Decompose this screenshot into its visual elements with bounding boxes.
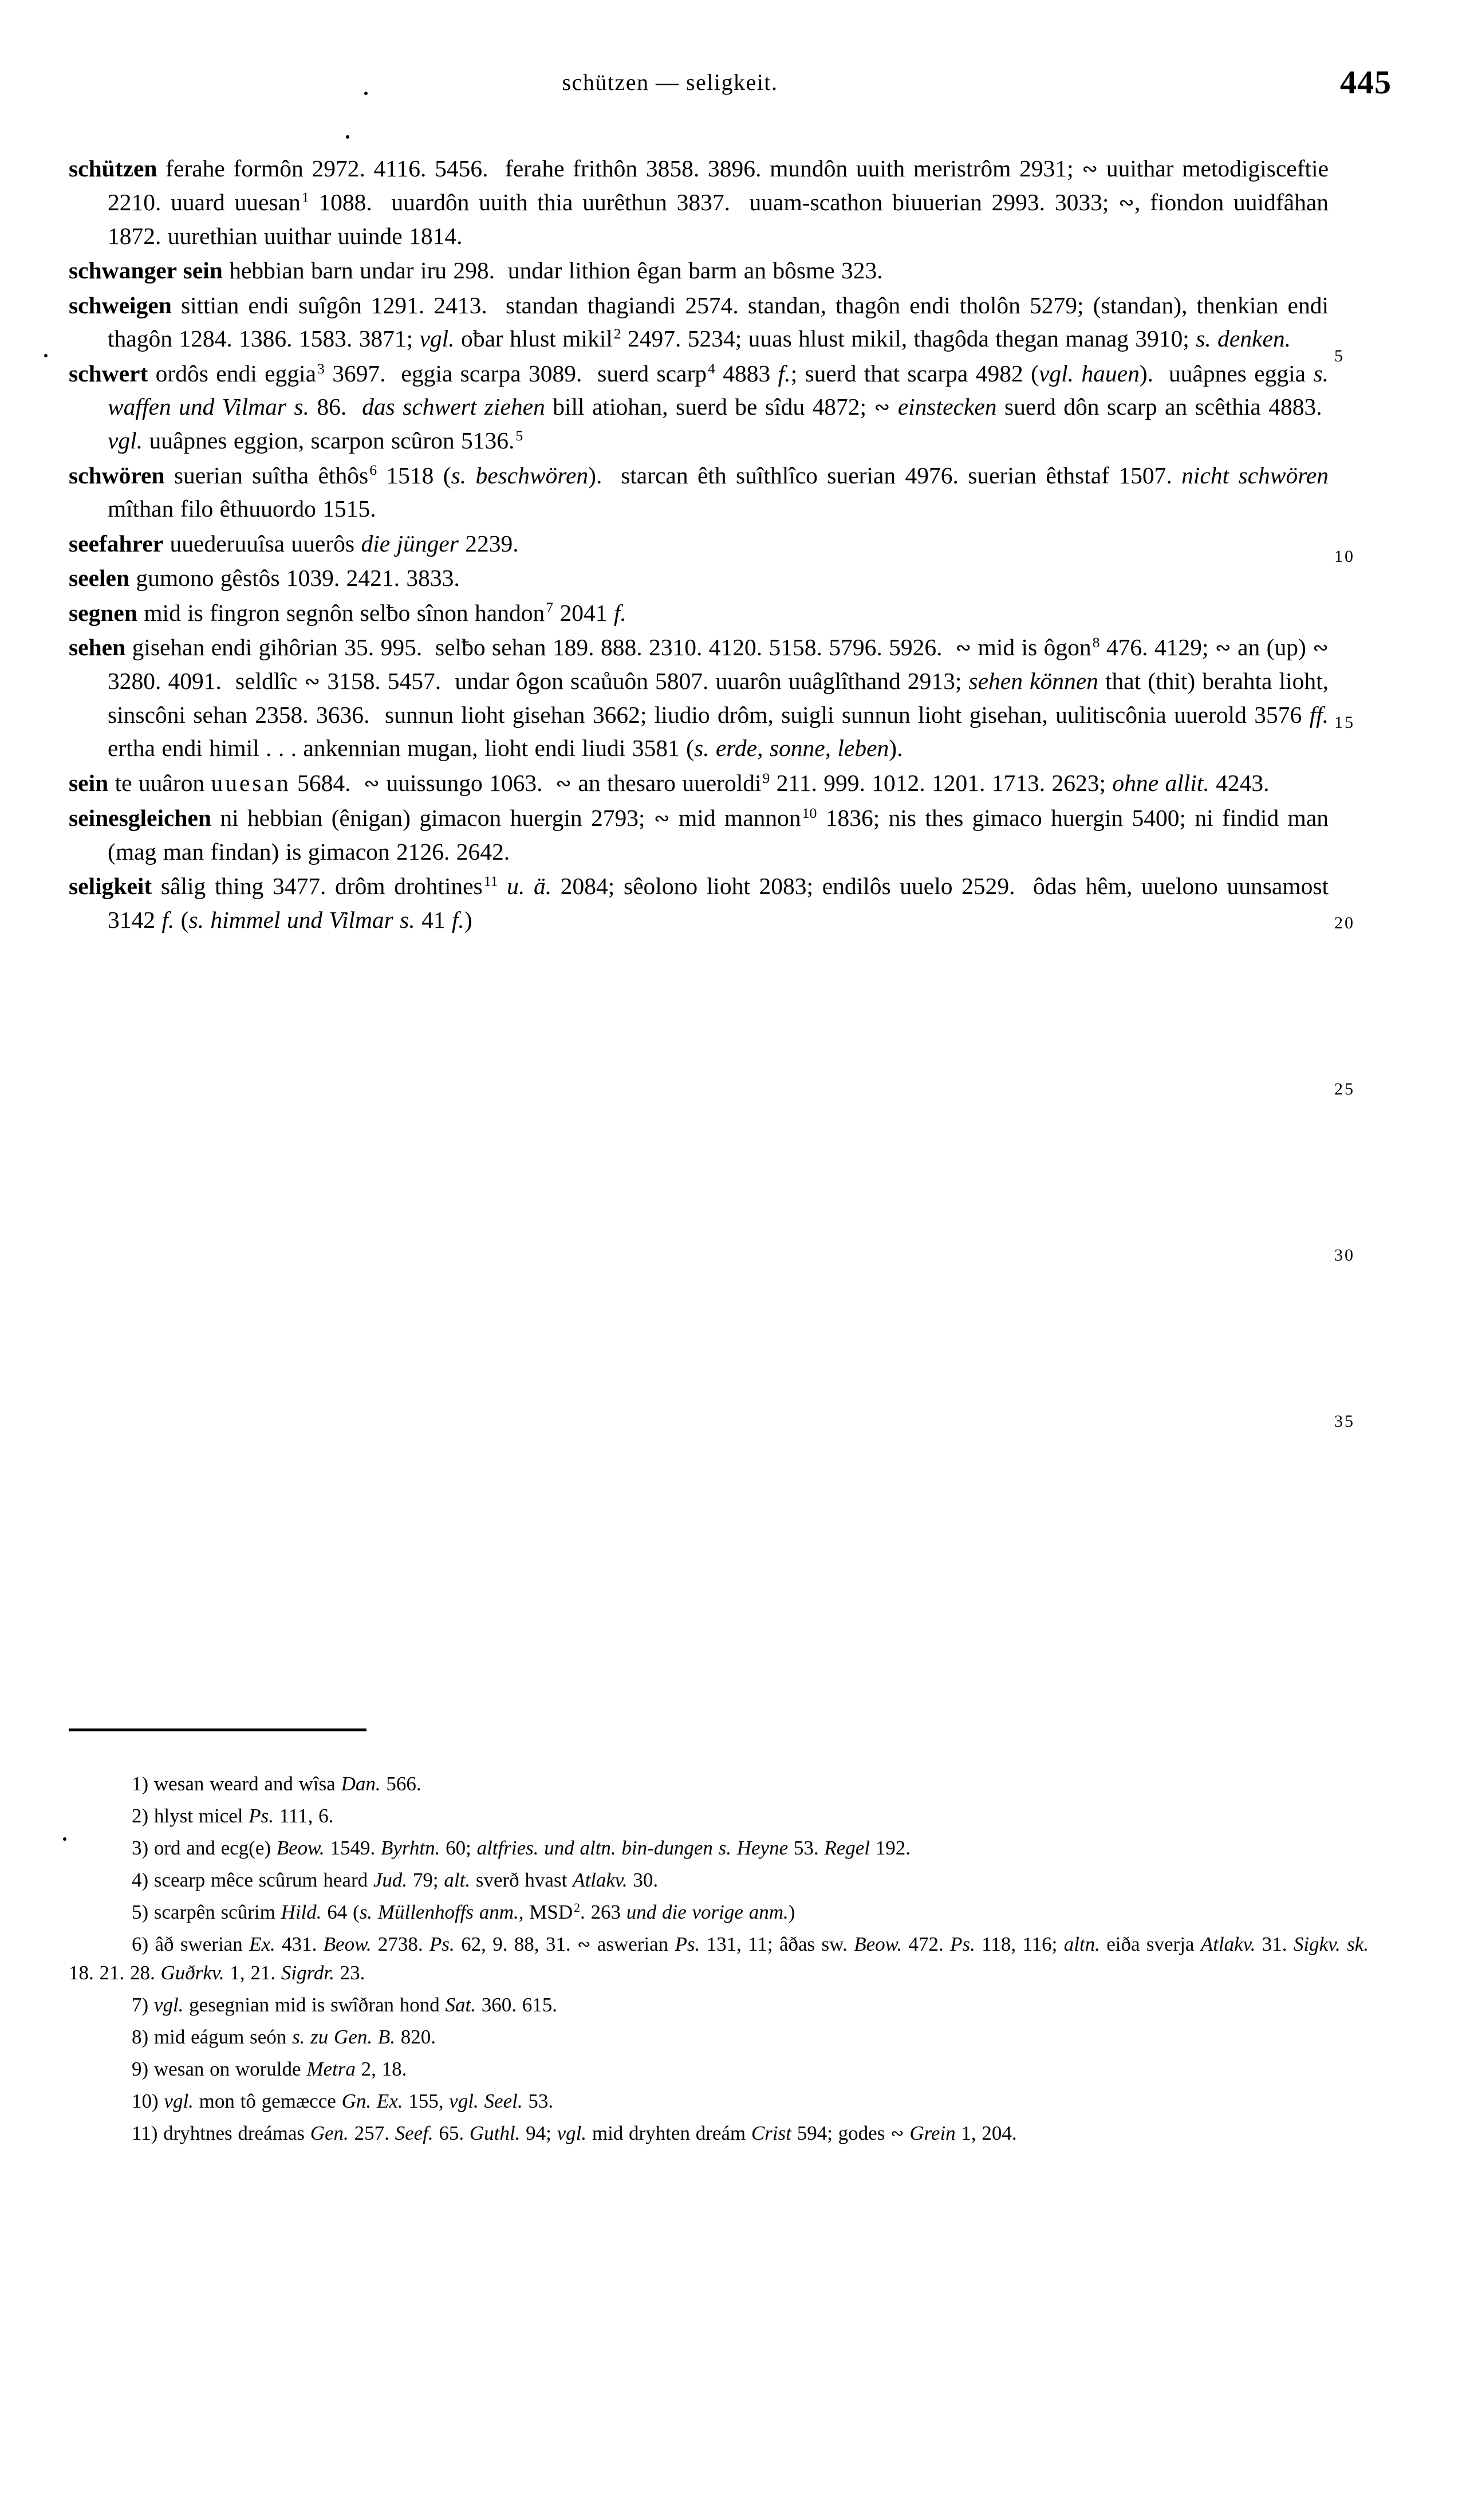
running-head [69,64,1397,109]
footnote-marker: 7) [132,1994,149,2017]
dictionary-entry: sein te uuâron uuesan 5684. ∾ uuissungo 1063. ∾ an thesaro uueroldi$^9$ 211. 999. 1012. 1201. 1713. 2623; ohne allit. 4243. [69,769,1270,796]
entry-headword: seligkeit [69,873,152,900]
entry-headword: seelen [69,565,130,592]
page-number: 445 [1340,64,1392,101]
footnote-marker: 4) [132,1869,149,1891]
dictionary-entry: seelen gumono gêstôs 1039. 2421. 3833. [69,565,460,592]
entry-headword: sehen [69,634,126,661]
line-number: 30 [1334,1246,1355,1265]
entry-column [69,152,1329,938]
dictionary-entry: schweigen sittian endi suîgôn 1291. 2413. standan thagiandi 2574. standan, thagôn endi tholôn 5279; (standan), thenkian endi thagôn 1284. 1386. 1583. 3871; vgl. oƀar hlust mikil$^2$ 2497. 5234; uuas hlust mikil, thagôda thegan manag 3910; s. denken. [69,292,1329,352]
entry-headword: seinesgleichen [69,804,211,831]
dictionary-entry: schwören suerian suîtha êthôs$^6$ 1518 (s. beschwören). starcan êth suîthlîco suerian 4976. suerian êthstaf 1507. nicht schwören mîthan filo êthuuordo 1515. [69,462,1329,522]
entry-headword: schwert [69,360,148,387]
footnote-marker: 8) [132,2026,149,2049]
footnote-separator-rule [69,1728,366,1731]
entry-headword: segnen [69,599,137,626]
entry-headword: schwören [69,462,165,489]
dictionary-entry: seinesgleichen ni hebbian (ênigan) gimacon huergin 2793; ∾ mid mannon$^{10}$ 1836; nis thes gimaco huergin 5400; ni findid man (mag man findan) is gimacon 2126. 2642. [69,804,1329,865]
footnote: 10) vgl. mon tô gemæcce Gn. Ex. 155, vgl. Seel. 53. [132,2090,554,2113]
footnote-marker: 5) [132,1901,149,1923]
entry-headword: seefahrer [69,530,164,557]
scan-speck [63,1837,66,1841]
scan-speck [44,354,48,357]
footnote: 2) hlyst micel Ps. 111, 6. [132,1805,334,1827]
running-head-title: schützen — seligkeit. [562,69,778,95]
footnote-marker: 9) [132,2058,149,2081]
footnote: 7) vgl. gesegnian mid is swîðran hond Sat. 360. 615. [132,1994,557,2017]
footnote: 3) ord and ecg(e) Beow. 1549. Byrhtn. 60; altfries. und altn. bin-dungen s. Heyne 53. Regel 192. [132,1837,911,1859]
dictionary-entry: seefahrer uuederuuîsa uuerôs die jünger 2239. [69,530,519,557]
footnote: 8) mid eágum seón s. zu Gen. B. 820. [132,2026,436,2049]
line-number: 20 [1334,914,1355,932]
footnote: 4) scearp mêce scûrum heard Jud. 79; alt. sverð hvast Atlakv. 30. [132,1869,659,1891]
entry-headword: schützen [69,155,157,182]
footnote: 6) âð swerian Ex. 431. Beow. 2738. Ps. 62, 9. 88, 31. ∾ aswerian Ps. 131, 11; âðas sw. Beow. 472. Ps. 118, 116; altn. eiða sverja Atlakv. 31. Sigkv. sk. 18. 21. 28. Guðrkv. 1, 21. Sigrdr. 23. [69,1933,1369,1984]
dictionary-entry: segnen mid is fingron segnôn selƀo sînon handon$^7$ 2041 f. [69,599,626,626]
footnote-marker: 10) [132,2090,159,2113]
scan-speck [346,135,349,139]
dictionary-entry: schwanger sein hebbian barn undar iru 298. undar lithion êgan barm an bôsme 323. [69,257,883,284]
footnote-marker: 6) [132,1933,149,1956]
scan-speck [364,92,368,95]
footnote-marker: 3) [132,1837,149,1859]
dictionary-entry: schwert ordôs endi eggia$^3$ 3697. eggia scarpa 3089. suerd scarp$^4$ 4883 f.; suerd that scarpa 4982 (vgl. hauen). uuâpnes eggia s. waffen und Vilmar s. 86. das schwert ziehen bill atiohan, suerd be sîdu 4872; ∾ einstecken suerd dôn scarp an scêthia 4883. vgl. uuâpnes eggion, scarpon scûron 5136.$^5$ [69,360,1329,454]
entry-headword: sein [69,769,109,796]
line-number: 35 [1334,1412,1355,1431]
dictionary-entry: schützen ferahe formôn 2972. 4116. 5456. ferahe frithôn 3858. 3896. mundôn uuith meristrôm 2931; ∾ uuithar metodigisceftie 2210. uuard uuesan$^1$ 1088. uuardôn uuith thia uurêthun 3837. uuam-scathon biuuerian 2993. 3033; ∾, fiondon uuidfâhan 1872. uurethian uuithar uuinde 1814. [69,155,1329,249]
footnote-marker: 11) [132,2122,158,2145]
footnote: 11) dryhtnes dreámas Gen. 257. Seef. 65. Guthl. 94; vgl. mid dryhten dreám Crist 594; godes ∾ Grein 1, 204. [132,2122,1017,2145]
footnote-marker: 1) [132,1773,149,1795]
footnote: 9) wesan on worulde Metra 2, 18. [132,2058,407,2081]
footnote: 5) scarpên scûrim Hild. 64 (s. Müllenhoffs anm., MSD$^2$. 263 und die vorige anm.) [132,1901,795,1923]
footnote-marker: 2) [132,1805,149,1827]
footnote: 1) wesan weard and wîsa Dan. 566. [132,1773,421,1795]
line-number: 10 [1334,547,1355,566]
line-number: 25 [1334,1080,1355,1098]
footnote-block [69,1770,1369,2151]
entry-headword: schwanger sein [69,257,223,284]
line-number: 5 [1334,346,1345,365]
line-number: 15 [1334,713,1355,732]
entry-headword: schweigen [69,292,172,318]
dictionary-entry: sehen gisehan endi gihôrian 35. 995. selƀo sehan 189. 888. 2310. 4120. 5158. 5796. 5926. ∾ mid is ôgon$^8$ 476. 4129; ∾ an (up) ∾ 3280. 4091. seldlîc ∾ 3158. 5457. undar ôgon scaůuôn 5807. uuarôn uuâglîthand 2913; sehen können that (thit) berahta lioht, sinscôni sehan 2358. 3636. sunnun lioht gisehan 3662; liudio drôm, suigli sunnun lioht gisehan, uulitiscônia uuerold 3576 ff. ertha endi himil . . . ankennian mugan, lioht endi liudi 3581 (s. erde, sonne, leben). [69,633,1329,762]
dictionary-entry: seligkeit sâlig thing 3477. drôm drohtines$^{11}$ u. ä. 2084; sêolono lioht 2083; endilôs uuelo 2529. ôdas hêm, uuelono uunsamost 3142 f. (s. himmel und Vilmar s. 41 f.) [69,872,1329,933]
